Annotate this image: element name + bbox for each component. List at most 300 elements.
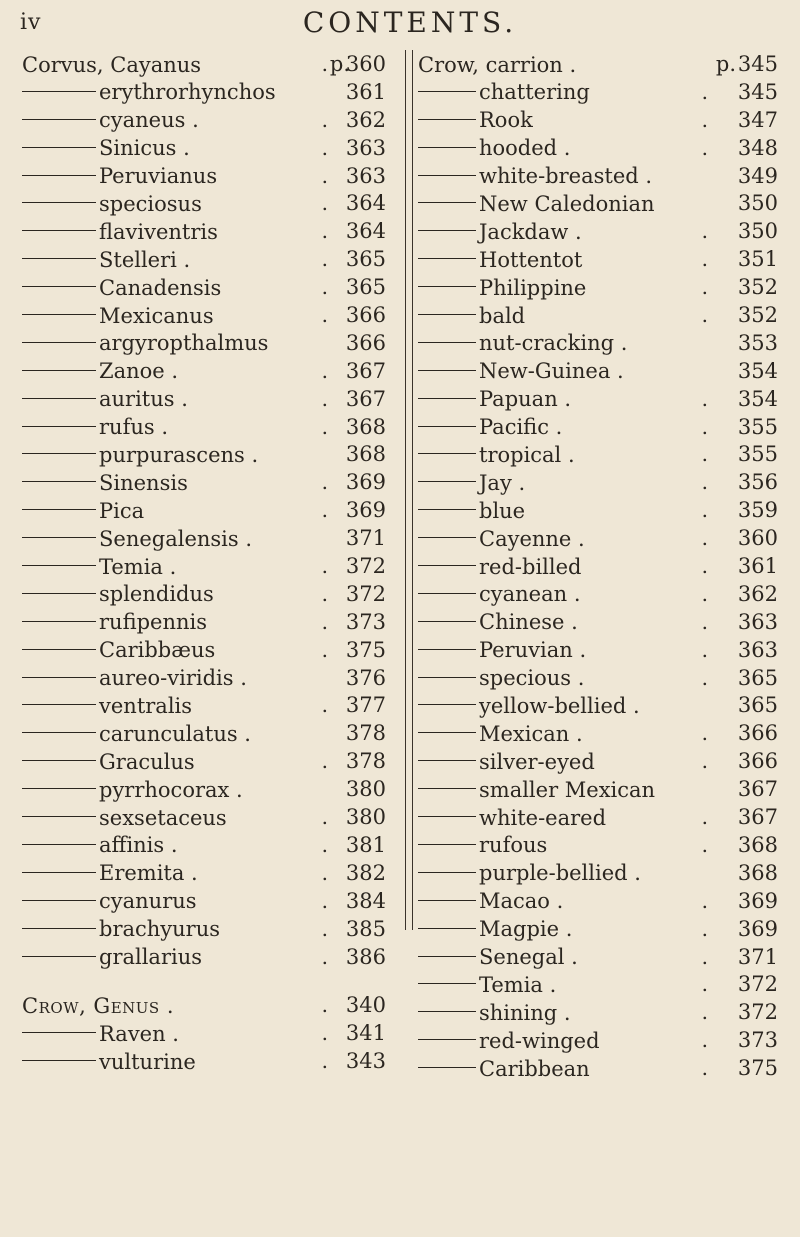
contents-entry — [22, 720, 400, 748]
ditto-dash — [418, 900, 476, 901]
ditto-dash — [418, 147, 476, 148]
entry-name: purple-bellied . — [479, 861, 641, 886]
contents-entry — [418, 804, 784, 832]
ditto-dash — [22, 844, 96, 845]
entry-name: Philippine — [479, 275, 587, 300]
entry-name: Mexican . — [479, 721, 583, 746]
contents-entry — [22, 692, 400, 720]
contents-entry — [22, 469, 400, 497]
leader-dot: . — [321, 693, 328, 718]
entry-name: Rook — [479, 108, 533, 133]
contents-entry — [418, 916, 784, 944]
contents-entry — [22, 1020, 400, 1048]
entry-name: Hottentot — [479, 247, 583, 272]
ditto-dash — [418, 342, 476, 343]
contents-entry — [22, 804, 400, 832]
contents-entry — [22, 916, 400, 944]
entry-page-number: 352 — [737, 303, 778, 328]
contents-entry — [22, 246, 400, 274]
ditto-dash — [418, 621, 476, 622]
entry-page-number: 345 — [737, 79, 778, 104]
ditto-dash — [22, 928, 96, 929]
entry-name: Canadensis — [99, 275, 222, 300]
leader-dot: . — [701, 498, 708, 523]
entry-page-number: 356 — [737, 470, 778, 495]
entry-name: aureo-viridis . — [99, 666, 247, 691]
entry-name: silver-eyed — [479, 749, 595, 774]
entry-name: rufipennis — [99, 610, 207, 635]
entry-name: rufus . — [99, 415, 168, 440]
contents-entry — [418, 637, 784, 665]
leader-dot: . — [321, 888, 328, 913]
entry-page-number: 350 — [737, 219, 778, 244]
entry-page-number: 367 — [737, 805, 778, 830]
contents-entry — [418, 190, 784, 218]
ditto-dash — [22, 956, 96, 957]
ditto-dash — [418, 760, 476, 761]
ditto-dash — [22, 398, 96, 399]
ditto-dash — [22, 677, 96, 678]
contents-entry — [418, 665, 784, 693]
ditto-dash — [418, 91, 476, 92]
ditto-dash — [22, 704, 96, 705]
entry-page-number: 363 — [737, 609, 778, 634]
ditto-dash — [418, 258, 476, 259]
leader-dot: . — [321, 554, 328, 579]
contents-entry — [418, 971, 784, 999]
entry-page-number: 364 — [345, 191, 386, 216]
leader-dot: . — [321, 860, 328, 885]
entry-page-number: 359 — [737, 498, 778, 523]
contents-entry — [418, 553, 784, 581]
ditto-dash — [22, 91, 96, 92]
entry-page-number: 367 — [345, 358, 386, 383]
entry-page-number: 373 — [737, 1028, 778, 1053]
entry-page-number: 366 — [737, 749, 778, 774]
ditto-dash — [22, 816, 96, 817]
contents-entry — [418, 469, 784, 497]
entry-name: purpurascens . — [99, 443, 259, 468]
ditto-dash — [22, 565, 96, 566]
leader-dot: . — [321, 1049, 328, 1074]
entry-page-number: 381 — [345, 832, 386, 857]
entry-name: Stelleri . — [99, 247, 191, 272]
entry-name: tropical . — [479, 443, 575, 468]
ditto-dash — [418, 677, 476, 678]
leader-dot: . — [321, 581, 328, 606]
leader-dot: . — [701, 749, 708, 774]
leader-dot: . — [701, 805, 708, 830]
entry-page-number: 371 — [345, 526, 386, 551]
contents-entry — [418, 274, 784, 302]
leader-dot: . — [701, 526, 708, 551]
entry-page-number: 369 — [345, 498, 386, 523]
entry-name: Sinensis — [99, 470, 188, 495]
entry-page-number: 363 — [345, 163, 386, 188]
contents-entry — [22, 414, 400, 442]
contents-entry — [418, 358, 784, 386]
ditto-dash — [418, 1039, 476, 1040]
contents-entry — [418, 246, 784, 274]
ditto-dash — [22, 732, 96, 733]
entry-page-number: 352 — [737, 275, 778, 300]
entry-name: Magpie . — [479, 917, 573, 942]
contents-entry — [22, 302, 400, 330]
leader-dot: . — [321, 107, 328, 132]
entry-page-number: 372 — [345, 554, 386, 579]
entry-page-number: 364 — [345, 219, 386, 244]
contents-entry — [418, 832, 784, 860]
leader-dot: . — [701, 972, 708, 997]
entry-page-number: 367 — [345, 386, 386, 411]
ditto-dash — [22, 286, 96, 287]
entry-name: white-breasted . — [479, 164, 653, 189]
ditto-dash — [22, 1032, 96, 1033]
entry-page-number: 354 — [737, 358, 778, 383]
entry-name: auritus . — [99, 387, 188, 412]
entry-page-number: 347 — [737, 107, 778, 132]
entry-name: Graculus — [99, 749, 195, 774]
running-title: CONTENTS. — [302, 6, 518, 39]
entry-page-number: 366 — [737, 721, 778, 746]
entry-page-number: 372 — [345, 581, 386, 606]
contents-entry — [418, 163, 784, 191]
entry-name: yellow-bellied . — [479, 694, 640, 719]
ditto-dash — [418, 649, 476, 650]
entry-name: New-Guinea . — [479, 359, 624, 384]
entry-name: brachyurus — [99, 917, 221, 942]
leader-dot: . — [321, 275, 328, 300]
contents-entry — [22, 609, 400, 637]
entry-page-number: 350 — [737, 191, 778, 216]
ditto-dash — [22, 342, 96, 343]
entry-name: Pica — [99, 498, 145, 523]
entry-name: Chinese . — [479, 610, 578, 635]
entry-name: Corvus, Cayanus — [22, 52, 202, 77]
entry-page-number: 368 — [345, 442, 386, 467]
contents-entry — [418, 51, 784, 79]
entry-page-number: 365 — [737, 693, 778, 718]
contents-entry — [22, 637, 400, 665]
leader-dot: . — [701, 609, 708, 634]
ditto-dash — [22, 314, 96, 315]
contents-entry — [22, 888, 400, 916]
leader-dot: . — [701, 1000, 708, 1025]
entry-page-number: 341 — [345, 1021, 386, 1046]
ditto-dash — [22, 147, 96, 148]
ditto-dash — [22, 649, 96, 650]
leader-dot: . — [701, 442, 708, 467]
entry-page-number: 368 — [737, 860, 778, 885]
entry-name: Temia . — [479, 972, 557, 997]
ditto-dash — [22, 370, 96, 371]
contents-entry — [418, 860, 784, 888]
entry-page-number: 343 — [345, 1049, 386, 1074]
entry-page-number: 375 — [737, 1056, 778, 1081]
leader-dot: . — [321, 498, 328, 523]
leader-dot: . — [321, 470, 328, 495]
entry-page-number: 355 — [737, 442, 778, 467]
entry-name: New Caledonian — [479, 192, 655, 216]
ditto-dash — [418, 704, 476, 705]
leader-dot: . — [321, 609, 328, 634]
ditto-dash — [22, 453, 96, 454]
entry-name: grallarius — [99, 945, 203, 970]
leader-dot: . — [321, 944, 328, 969]
ditto-dash — [418, 537, 476, 538]
ditto-dash — [418, 119, 476, 120]
entry-name: Cayenne . — [479, 526, 585, 551]
entry-page-number: 366 — [345, 330, 386, 355]
entry-page-number: 340 — [345, 993, 386, 1018]
contents-entry — [418, 330, 784, 358]
leader-dot: . — [321, 993, 328, 1018]
leader-dot: . — [321, 916, 328, 941]
entry-name: flaviventris — [99, 219, 218, 244]
ditto-dash — [22, 426, 96, 427]
ditto-dash — [22, 119, 96, 120]
entry-page-number: 380 — [345, 805, 386, 830]
entry-name: pyrrhocorax . — [99, 777, 243, 802]
entry-name: Jackdaw . — [479, 219, 582, 244]
ditto-dash — [22, 202, 96, 203]
entry-name: red-billed — [479, 554, 582, 579]
contents-entry — [22, 330, 400, 358]
contents-entry — [418, 525, 784, 553]
entry-name: speciosus — [99, 192, 202, 216]
entry-name: Caribbean — [479, 1056, 590, 1081]
contents-entry — [22, 386, 400, 414]
ditto-dash — [418, 565, 476, 566]
entry-page-number: 365 — [737, 665, 778, 690]
leader-dot: . — [701, 79, 708, 104]
contents-entry — [418, 135, 784, 163]
entry-page-number: 351 — [737, 247, 778, 272]
entry-page-number: 360 — [737, 526, 778, 551]
ditto-dash — [418, 983, 476, 984]
ditto-dash — [418, 872, 476, 873]
ditto-dash — [418, 844, 476, 845]
entry-name: splendidus — [99, 582, 214, 607]
entry-name: Senegal . — [479, 945, 578, 970]
entry-name: Senegalensis . — [99, 526, 253, 551]
ditto-dash — [418, 509, 476, 510]
page-prefix: p. — [329, 52, 350, 76]
entry-name: Mexicanus — [99, 303, 214, 328]
leader-dot: . — [701, 247, 708, 272]
ditto-dash — [418, 816, 476, 817]
leader-dot: . — [701, 135, 708, 160]
entry-name: sexsetaceus — [99, 805, 227, 830]
contents-entry — [22, 748, 400, 776]
entry-name: chattering — [479, 80, 590, 105]
entry-page-number: 345 — [737, 52, 778, 76]
contents-entry — [418, 79, 784, 107]
entry-name: ventralis — [99, 694, 193, 719]
ditto-dash — [418, 453, 476, 454]
contents-entry — [22, 358, 400, 386]
contents-entry — [418, 302, 784, 330]
leader-dot: . — [701, 721, 708, 746]
entry-page-number: 377 — [345, 693, 386, 718]
contents-entry — [418, 692, 784, 720]
contents-entry — [22, 135, 400, 163]
ditto-dash — [22, 230, 96, 231]
leader-dot: . — [321, 219, 328, 244]
entry-page-number: 348 — [737, 135, 778, 160]
entry-page-number: 367 — [737, 777, 778, 802]
ditto-dash — [418, 202, 476, 203]
leader-dot: . — [701, 275, 708, 300]
entry-name: Caribbæus — [99, 638, 216, 663]
contents-entry — [418, 386, 784, 414]
entry-page-number: 368 — [345, 414, 386, 439]
entry-page-number: 371 — [737, 944, 778, 969]
contents-entry — [418, 776, 784, 804]
entry-page-number: 353 — [737, 330, 778, 355]
page-number: iv — [20, 10, 42, 35]
contents-entry — [22, 525, 400, 553]
entry-name: white-eared — [479, 805, 607, 830]
ditto-dash — [418, 593, 476, 594]
contents-entry — [22, 274, 400, 302]
entry-name: erythrorhynchos — [99, 80, 276, 105]
ditto-dash — [22, 788, 96, 789]
ditto-dash — [418, 314, 476, 315]
contents-entry — [22, 1048, 400, 1076]
contents-entry — [418, 1055, 784, 1083]
entry-name: argyropthalmus — [99, 331, 269, 356]
entry-name: carunculatus . — [99, 721, 251, 746]
entry-page-number: 382 — [345, 860, 386, 885]
entry-name: cyanurus — [99, 889, 197, 914]
leader-dot: . — [701, 1028, 708, 1053]
entry-name: red-winged — [479, 1028, 600, 1053]
leader-dot: . — [701, 832, 708, 857]
entry-page-number: 365 — [345, 247, 386, 272]
leader-dot: . — [321, 1021, 328, 1046]
ditto-dash — [22, 1060, 96, 1061]
entry-page-number: 372 — [737, 972, 778, 997]
entry-page-number: 369 — [737, 888, 778, 913]
leader-dot: . — [701, 665, 708, 690]
entry-page-number: 360 — [345, 52, 386, 76]
contents-entry — [22, 218, 400, 246]
leader-dot: . — [321, 414, 328, 439]
left-column — [22, 51, 400, 1076]
ditto-dash — [418, 426, 476, 427]
entry-name: Temia . — [99, 554, 177, 579]
leader-dot: . — [321, 832, 328, 857]
ditto-dash — [418, 732, 476, 733]
entry-name: shining . — [479, 1000, 571, 1025]
entry-name: blue — [479, 498, 526, 523]
entry-name: cyanean . — [479, 582, 581, 607]
ditto-dash — [418, 1011, 476, 1012]
contents-entry — [22, 441, 400, 469]
ditto-dash — [418, 956, 476, 957]
contents-entry — [418, 609, 784, 637]
contents-entry — [418, 218, 784, 246]
entry-page-number: 354 — [737, 386, 778, 411]
ditto-dash — [22, 175, 96, 176]
leader-dot: . — [321, 247, 328, 272]
contents-entry — [418, 441, 784, 469]
entry-name: Papuan . — [479, 387, 572, 412]
entry-name: cyaneus . — [99, 108, 199, 133]
leader-dot: . — [321, 52, 328, 76]
entry-page-number: 361 — [345, 79, 386, 104]
ditto-dash — [418, 175, 476, 176]
entry-page-number: 380 — [345, 777, 386, 802]
contents-entry — [22, 992, 400, 1020]
contents-entry — [418, 720, 784, 748]
ditto-dash — [418, 788, 476, 789]
contents-entry — [22, 107, 400, 135]
entry-name: Jay . — [479, 470, 526, 495]
contents-entry — [22, 832, 400, 860]
contents-entry — [22, 860, 400, 888]
entry-page-number: 368 — [737, 832, 778, 857]
entry-page-number: 363 — [737, 637, 778, 662]
leader-dot: . — [701, 470, 708, 495]
ditto-dash — [22, 900, 96, 901]
contents-entry — [22, 776, 400, 804]
contents-entry — [418, 1027, 784, 1055]
entry-page-number: 366 — [345, 303, 386, 328]
entry-page-number: 362 — [345, 107, 386, 132]
entry-name: Crow, carrion . — [418, 52, 577, 77]
entry-page-number: 361 — [737, 554, 778, 579]
entry-page-number: 349 — [737, 163, 778, 188]
column-divider — [405, 50, 413, 930]
entry-name: Raven . — [99, 1021, 179, 1046]
contents-entry — [22, 581, 400, 609]
entry-name: Eremita . — [99, 861, 198, 886]
entry-name: Peruvian . — [479, 638, 587, 663]
entry-name: Peruvianus — [99, 164, 218, 189]
entry-page-number: 369 — [345, 470, 386, 495]
entry-name: vulturine — [99, 1049, 196, 1074]
contents-entry — [22, 497, 400, 525]
contents-entry — [22, 553, 400, 581]
ditto-dash — [418, 370, 476, 371]
leader-dot: . — [701, 1056, 708, 1081]
contents-entry — [22, 163, 400, 191]
entry-page-number: 376 — [345, 665, 386, 690]
ditto-dash — [22, 258, 96, 259]
entry-name: rufous — [479, 833, 548, 858]
entry-page-number: 362 — [737, 581, 778, 606]
leader-dot: . — [321, 358, 328, 383]
contents-entry — [418, 944, 784, 972]
contents-entry — [418, 107, 784, 135]
leader-dot: . — [701, 107, 708, 132]
ditto-dash — [22, 509, 96, 510]
leader-dot: . — [321, 637, 328, 662]
entry-name: Sinicus . — [99, 136, 190, 161]
right-column — [418, 51, 784, 1083]
entry-name: Crow, Genus . — [22, 993, 175, 1018]
entry-name: Zanoe . — [99, 359, 179, 384]
ditto-dash — [22, 872, 96, 873]
entry-name: hooded . — [479, 136, 571, 161]
leader-dot: . — [701, 944, 708, 969]
ditto-dash — [22, 760, 96, 761]
ditto-dash — [418, 928, 476, 929]
leader-dot: . — [321, 386, 328, 411]
entry-name: Macao . — [479, 889, 564, 914]
